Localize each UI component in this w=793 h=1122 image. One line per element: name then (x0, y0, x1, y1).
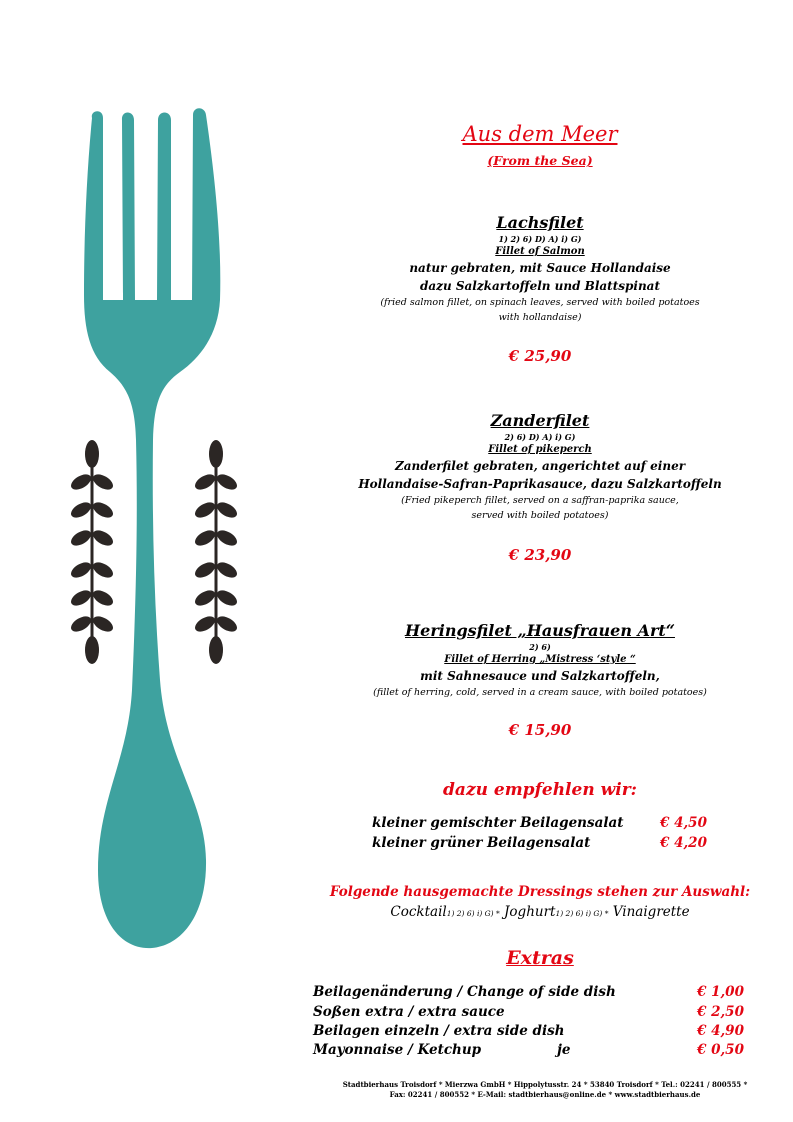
extras-label: Soßen extra / extra sauce (313, 1004, 505, 1020)
extras-row (313, 1023, 748, 1039)
dish-english-description-line: served with boiled potatoes) (471, 510, 609, 521)
dressing-cocktail: Cocktail (390, 904, 447, 920)
dressing-allergens: 1) 2) 6) i) G) * (446, 909, 500, 918)
extras-label: Beilagen einzeln / extra side dish (313, 1023, 565, 1039)
dish-english-name: Fillet of Salmon (495, 246, 585, 257)
dish-allergens: 1) 2) 6) D) A) i) G) (498, 234, 582, 244)
dressings-list (290, 904, 790, 920)
recommendation-row (372, 835, 712, 851)
leaf-sprig-icon (66, 438, 118, 668)
extras-price: € 4,90 (697, 1023, 744, 1039)
dish-lachsfilet (290, 213, 790, 325)
dish-zanderfilet (290, 411, 790, 523)
extras-price: € 0,50 (697, 1042, 744, 1058)
page-subtitle: (From the Sea) (487, 153, 593, 168)
recommendation-label: kleiner gemischter Beilagensalat (372, 815, 624, 831)
leaf-sprig-icon (190, 438, 242, 668)
dressing-allergens: 1) 2) 6) i) G) * (555, 909, 609, 918)
dish-name: Zanderfilet (490, 411, 590, 430)
dish-description-line: dazu Salzkartoffeln und Blattspinat (419, 279, 660, 293)
dish-price: € 23,90 (508, 546, 572, 564)
dish-heringsfilet (290, 621, 790, 700)
dish-description-line: mit Sahnesauce und Salzkartoffeln, (420, 669, 660, 683)
extras-title: Extras (506, 947, 574, 969)
dish-english-description-line: (Fried pikeperch fillet, served on a saffran-paprika sauce, (401, 495, 679, 506)
extras-label: Beilagenänderung / Change of side dish (313, 984, 616, 1000)
dressing-vinaigrette: Vinaigrette (612, 904, 690, 920)
dish-english-description-line: with hollandaise) (498, 312, 582, 323)
extras-suffix: je (557, 1042, 571, 1058)
dish-allergens: 2) 6) D) A) i) G) (504, 432, 576, 442)
recommendation-row (372, 815, 712, 831)
dish-english-description-line: (fillet of herring, cold, served in a cream sauce, with boiled potatoes) (373, 687, 707, 698)
extras-row (313, 984, 748, 1000)
extras-row (313, 1042, 748, 1058)
footer-line: Stadtbierhaus Troisdorf * Mierzwa GmbH * Hippolytusstr. 24 * 53840 Troisdorf * Tel.: 02241 / 800555 * (342, 1080, 748, 1089)
extras-row (313, 1004, 748, 1020)
recommendation-price: € 4,20 (660, 835, 707, 851)
dish-allergens: 2) 6) (529, 642, 551, 652)
dish-name: Heringsfilet „Hausfrauen Art“ (405, 621, 675, 640)
dish-english-description-line: (fried salmon fillet, on spinach leaves, served with boiled potatoes (380, 297, 700, 308)
extras-label: Mayonnaise / Ketchup (313, 1042, 482, 1058)
dish-price: € 15,90 (508, 721, 572, 739)
recommendation-price: € 4,50 (660, 815, 707, 831)
dish-description-line: Zanderfilet gebraten, angerichtet auf einer (394, 459, 686, 473)
recommendation-label: kleiner grüner Beilagensalat (372, 835, 591, 851)
page-title: Aus dem Meer (462, 122, 618, 146)
dressing-joghurt: Joghurt (504, 904, 556, 920)
dish-english-name: Fillet of pikeperch (488, 444, 592, 455)
footer (310, 1080, 780, 1100)
dish-name: Lachsfilet (496, 213, 584, 232)
dressings-title: Folgende hausgemachte Dressings stehen zur Auswahl: (329, 884, 751, 900)
extras-price: € 1,00 (697, 984, 744, 1000)
dish-price: € 25,90 (508, 347, 572, 365)
dish-english-name: Fillet of Herring „Mistress ‘style “ (444, 654, 636, 665)
recommendations-title: dazu empfehlen wir: (443, 780, 637, 800)
dish-description-line: Hollandaise-Safran-Paprikasauce, dazu Salzkartoffeln (358, 477, 722, 491)
dish-description-line: natur gebraten, mit Sauce Hollandaise (409, 261, 671, 275)
footer-line: Fax: 02241 / 800552 * E-Mail: stadtbierhaus@online.de * www.stadtbierhaus.de (389, 1090, 701, 1099)
extras-price: € 2,50 (697, 1004, 744, 1020)
fork-illustration (0, 0, 290, 960)
